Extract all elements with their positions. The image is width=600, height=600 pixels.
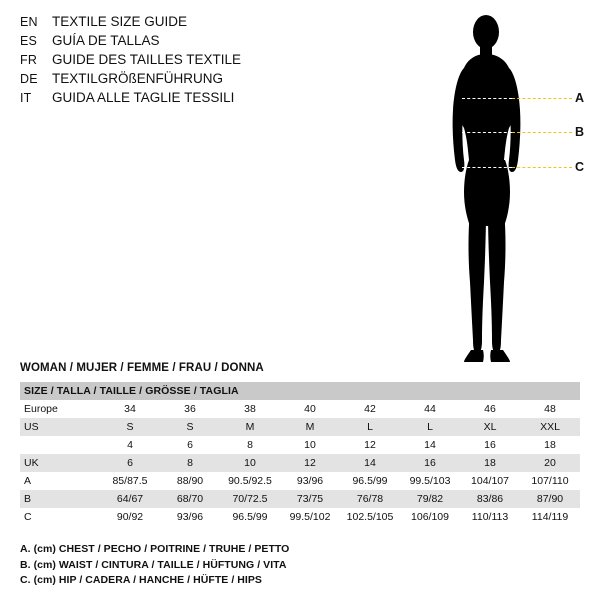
cell: 18 <box>460 454 520 472</box>
table-row <box>20 508 580 526</box>
cell: 64/67 <box>100 490 160 508</box>
cell: 10 <box>220 454 280 472</box>
hip-guide-line-body <box>462 167 512 168</box>
cell: 46 <box>460 400 520 418</box>
cell: 87/90 <box>520 490 580 508</box>
footnotes-block <box>20 542 420 589</box>
table-row <box>20 454 580 472</box>
table-row <box>20 400 580 418</box>
size-table <box>20 382 580 526</box>
cell: 14 <box>340 454 400 472</box>
language-title-en: TEXTILE SIZE GUIDE <box>52 14 188 29</box>
cell: 42 <box>340 400 400 418</box>
cell: 4 <box>100 436 160 454</box>
language-code-de: DE <box>20 72 38 86</box>
cell: 44 <box>400 400 460 418</box>
language-row-es <box>20 33 360 52</box>
female-silhouette-figure <box>420 10 590 370</box>
footnote-chest: A. (cm) CHEST / PECHO / POITRINE / TRUHE / PETTO <box>20 543 290 555</box>
cell: 104/107 <box>460 472 520 490</box>
language-row-de <box>20 71 360 90</box>
footnote-hip: C. (cm) HIP / CADERA / HANCHE / HÜFTE / HIPS <box>20 574 262 586</box>
cell: 16 <box>400 454 460 472</box>
cell: L <box>340 418 400 436</box>
cell: 110/113 <box>460 508 520 526</box>
language-code-en: EN <box>20 15 38 29</box>
cell: XL <box>460 418 520 436</box>
language-row-it <box>20 90 360 109</box>
cell: S <box>160 418 220 436</box>
table-row <box>20 472 580 490</box>
language-row-en <box>20 14 360 33</box>
cell: 106/109 <box>400 508 460 526</box>
language-header-block <box>20 14 360 109</box>
table-header-row <box>20 382 580 400</box>
chest-guide-line-body <box>462 98 512 99</box>
row-label-europe: Europe <box>20 400 100 418</box>
language-title-fr: GUIDE DES TAILLES TEXTILE <box>52 52 242 67</box>
cell: 93/96 <box>280 472 340 490</box>
cell: 90/92 <box>100 508 160 526</box>
hip-guide-line <box>512 167 572 168</box>
cell: 8 <box>160 454 220 472</box>
language-code-es: ES <box>20 34 38 48</box>
cell: 70/72.5 <box>220 490 280 508</box>
cell: 36 <box>160 400 220 418</box>
language-title-de: TEXTILGRÖßENFÜHRUNG <box>52 71 224 86</box>
cell: 12 <box>340 436 400 454</box>
table-header-label: SIZE / TALLA / TAILLE / GRÖSSE / TAGLIA <box>20 382 580 400</box>
cell: 10 <box>280 436 340 454</box>
cell: 14 <box>400 436 460 454</box>
row-label-b: B <box>20 490 100 508</box>
cell: 99.5/102 <box>280 508 340 526</box>
language-code-it: IT <box>20 91 32 105</box>
cell: 90.5/92.5 <box>220 472 280 490</box>
cell: 18 <box>520 436 580 454</box>
row-label-uk: UK <box>20 454 100 472</box>
cell: 38 <box>220 400 280 418</box>
cell: 68/70 <box>160 490 220 508</box>
cell: 40 <box>280 400 340 418</box>
table-row <box>20 418 580 436</box>
hip-marker-label: C <box>575 160 585 174</box>
language-title-it: GUIDA ALLE TAGLIE TESSILI <box>52 90 235 105</box>
cell: 83/86 <box>460 490 520 508</box>
cell: L <box>400 418 460 436</box>
waist-guide-line-body <box>462 132 512 133</box>
cell: 96.5/99 <box>340 472 400 490</box>
cell: 34 <box>100 400 160 418</box>
cell: M <box>220 418 280 436</box>
waist-marker-label: B <box>575 125 585 139</box>
table-row <box>20 490 580 508</box>
cell: 16 <box>460 436 520 454</box>
cell: XXL <box>520 418 580 436</box>
section-title: WOMAN / MUJER / FEMME / FRAU / DONNA <box>20 362 264 374</box>
cell: 73/75 <box>280 490 340 508</box>
cell: 96.5/99 <box>220 508 280 526</box>
cell: 107/110 <box>520 472 580 490</box>
cell: S <box>100 418 160 436</box>
chest-guide-line <box>512 98 572 99</box>
cell: 8 <box>220 436 280 454</box>
language-row-fr <box>20 52 360 71</box>
table-row <box>20 436 580 454</box>
waist-guide-line <box>512 132 572 133</box>
cell: 79/82 <box>400 490 460 508</box>
row-label-us: US <box>20 418 100 436</box>
row-label-c: C <box>20 508 100 526</box>
silhouette-icon <box>420 10 590 370</box>
language-code-fr: FR <box>20 53 38 67</box>
row-label-us-numeric <box>20 436 100 454</box>
cell: 20 <box>520 454 580 472</box>
cell: 6 <box>160 436 220 454</box>
cell: 88/90 <box>160 472 220 490</box>
cell: 93/96 <box>160 508 220 526</box>
cell: 114/119 <box>520 508 580 526</box>
cell: 102.5/105 <box>340 508 400 526</box>
footnote-waist: B. (cm) WAIST / CINTURA / TAILLE / HÜFTUNG / VITA <box>20 558 287 571</box>
cell: M <box>280 418 340 436</box>
chest-marker-label: A <box>575 91 585 105</box>
language-title-es: GUÍA DE TALLAS <box>52 33 160 48</box>
cell: 48 <box>520 400 580 418</box>
row-label-a: A <box>20 472 100 490</box>
cell: 6 <box>100 454 160 472</box>
cell: 76/78 <box>340 490 400 508</box>
cell: 99.5/103 <box>400 472 460 490</box>
cell: 85/87.5 <box>100 472 160 490</box>
cell: 12 <box>280 454 340 472</box>
